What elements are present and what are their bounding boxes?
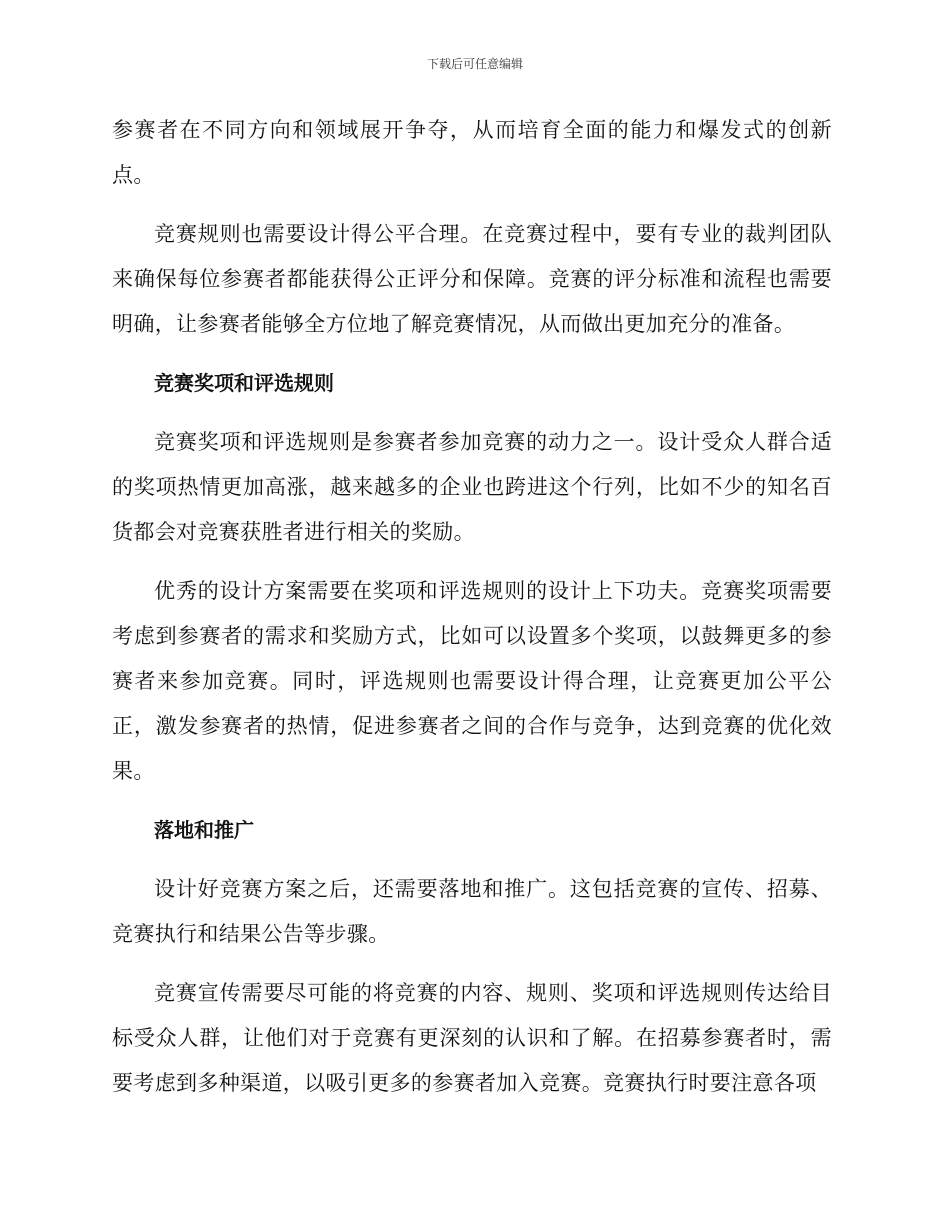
paragraph-gap (112, 555, 832, 569)
section-heading-awards: 竞赛奖项和评选规则 (154, 371, 334, 395)
paragraph-gap (112, 853, 832, 867)
paragraph-2: 竞赛规则也需要设计得公平合理。在竞赛过程中，要有专业的裁判团队来确保每位参赛者都能获得公正评分和保障。竞赛的评分标准和流程也需要明确，让参赛者能够全方位地了解竞赛情况，从而做出更加充分的准备。 (112, 222, 832, 336)
paragraph-gap (112, 957, 832, 971)
paragraph-3: 竞赛奖项和评选规则是参赛者参加竞赛的动力之一。设计受众人群合适的奖项热情更加高涨，越来越多的企业也跨进这个行列，比如不少的知名百货都会对竞赛获胜者进行相关的奖励。 (112, 430, 832, 544)
page-header: 下载后可任意编辑 (426, 57, 523, 71)
paragraph-gap (112, 406, 832, 420)
document-body (112, 108, 832, 1106)
paragraph-6: 竞赛宣传需要尽可能的将竞赛的内容、规则、奖项和评选规则传达给目标受众人群，让他们对于竞赛有更深刻的认识和了解。在招募参赛者时，需要考虑到多种渠道，以吸引更多的参赛者加入竞赛。竞赛执行时要注意各项 (112, 981, 832, 1095)
paragraph-4: 优秀的设计方案需要在奖项和评选规则的设计上下功夫。竞赛奖项需要考虑到参赛者的需求和奖励方式，比如可以设置多个奖项，以鼓舞更多的参赛者来参加竞赛。同时，评选规则也需要设计得合理，让竞赛更加公平公正，激发参赛者的热情，促进参赛者之间的合作与竞争，达到竞赛的优化效果。 (112, 579, 832, 783)
paragraph-1: 参赛者在不同方向和领域展开争夺，从而培育全面的能力和爆发式的创新点。 (112, 118, 832, 187)
paragraph-gap (112, 794, 832, 808)
paragraph-gap (112, 198, 832, 212)
section-heading-promotion: 落地和推广 (154, 818, 254, 842)
paragraph-5: 设计好竞赛方案之后，还需要落地和推广。这包括竞赛的宣传、招募、竞赛执行和结果公告等步骤。 (112, 877, 832, 946)
paragraph-gap (112, 347, 832, 361)
